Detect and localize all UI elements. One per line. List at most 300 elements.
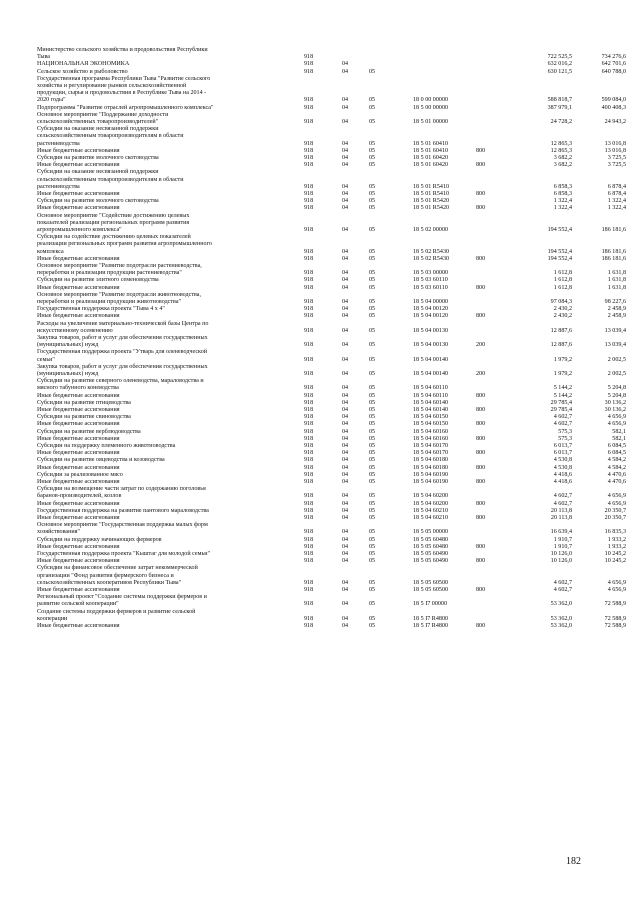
cell-ved: 918 — [304, 399, 314, 406]
cell-csr: 18 5 03 60110 — [413, 284, 448, 291]
cell-vr: 800 — [476, 392, 486, 399]
cell-s2: 4 656,9 — [607, 579, 626, 586]
cell-pr: 05 — [369, 191, 376, 197]
cell-vr: 800 — [476, 255, 486, 262]
cell-pr: 05 — [369, 313, 376, 320]
row-name-line: Иные бюджетные ассигнования — [37, 558, 120, 565]
cell-s1: 1 910,7 — [553, 543, 572, 550]
row-name-line: Субсидии на финансовое обеспечение затрат некоммерческой — [37, 565, 198, 572]
cell-ved: 918 — [304, 183, 314, 190]
cell-s2: 1 322,4 — [607, 205, 626, 212]
cell-csr: 18 5 04 60150 — [413, 414, 449, 421]
cell-pr: 05 — [369, 543, 376, 550]
row-name-line: Закупка товаров, работ и услуг для обеспечения государственных — [37, 335, 208, 341]
cell-s1: 4 530,8 — [553, 464, 572, 471]
cell-rz: 04 — [342, 104, 349, 111]
cell-ved: 918 — [304, 493, 314, 500]
cell-s2: 4 656,9 — [607, 414, 626, 421]
row-name-line: Иные бюджетные ассигнования — [37, 464, 120, 471]
cell-pr: 05 — [369, 356, 376, 363]
cell-csr: 18 5 05 60490 — [413, 558, 449, 565]
cell-s2: 10 245,2 — [604, 558, 626, 565]
row-name-line: Субсидии за реализованное мясо — [37, 471, 123, 478]
cell-csr: 18 5 04 60150 — [413, 421, 449, 428]
cell-rz: 04 — [342, 529, 349, 536]
cell-s2: 3 725,5 — [607, 162, 626, 169]
table-row — [0, 465, 640, 472]
row-name-line: Субсидии на развитие элитного семеноводства — [37, 277, 159, 284]
cell-pr: 05 — [369, 479, 376, 485]
row-name — [37, 400, 299, 407]
row-name — [37, 169, 299, 191]
cell-ved: 918 — [304, 551, 314, 557]
cell-pr: 05 — [369, 342, 376, 349]
cell-rz: 04 — [342, 270, 349, 277]
row-name-line: Государственная поддержка проекта "Утварь для оленеводческой — [37, 349, 208, 356]
row-name-line: Основное мероприятие "Поддержание доходности — [37, 111, 169, 118]
cell-rz: 04 — [342, 118, 349, 125]
cell-pr: 05 — [369, 284, 376, 291]
cell-ved: 918 — [304, 558, 314, 565]
row-name-line: Субсидии на развитие овцеводства и козоводства — [37, 457, 165, 464]
cell-s1: 4 602,7 — [553, 587, 572, 593]
cell-rz: 04 — [342, 205, 349, 212]
cell-pr: 05 — [369, 255, 376, 262]
cell-pr: 05 — [369, 551, 376, 557]
cell-rz: 04 — [342, 313, 349, 320]
row-name — [37, 126, 299, 148]
cell-ved: 918 — [304, 191, 314, 197]
row-name — [37, 537, 299, 544]
row-name — [37, 522, 299, 536]
cell-pr: 05 — [369, 205, 376, 212]
cell-s1: 12 887,6 — [550, 327, 572, 334]
cell-pr: 05 — [369, 493, 376, 500]
cell-s2: 642 701,6 — [601, 61, 626, 68]
row-name — [37, 292, 299, 306]
table-row — [0, 544, 640, 551]
cell-s1: 4 530,8 — [553, 457, 572, 464]
table-row — [0, 234, 640, 256]
cell-s2: 72 588,9 — [604, 623, 626, 629]
cell-s2: 4 584,2 — [607, 464, 626, 471]
table-row — [0, 256, 640, 263]
row-name — [37, 213, 299, 235]
cell-pr: 05 — [369, 104, 376, 111]
table-row — [0, 501, 640, 508]
cell-csr: 18 5 01 R5410 — [413, 191, 450, 197]
cell-csr: 18 5 04 60160 — [413, 428, 449, 435]
cell-s2: 13 039,4 — [604, 342, 626, 349]
cell-s1: 575,3 — [558, 428, 572, 435]
cell-s2: 13 039,4 — [604, 327, 626, 334]
row-name-line: Субсидии на оказание несвязанной поддержки — [37, 169, 159, 176]
cell-rz: 04 — [342, 392, 349, 399]
cell-vr: 800 — [476, 147, 486, 154]
cell-s1: 53 362,0 — [550, 623, 572, 629]
cell-csr: 18 5 05 60480 — [413, 543, 449, 550]
cell-s1: 630 121,5 — [547, 68, 572, 75]
cell-csr: 18 5 04 60190 — [413, 471, 449, 478]
cell-rz: 04 — [342, 191, 349, 197]
row-name-line: Иные бюджетные ассигнования — [37, 435, 120, 442]
cell-csr: 18 5 03 00000 — [413, 270, 449, 277]
cell-pr: 05 — [369, 623, 376, 629]
cell-csr: 18 5 00 00000 — [413, 104, 449, 111]
row-name — [37, 112, 299, 126]
cell-rz: 04 — [342, 536, 349, 543]
cell-s1: 29 785,4 — [550, 407, 572, 413]
cell-ved: 918 — [304, 140, 314, 147]
cell-s1: 16 639,4 — [550, 529, 572, 536]
cell-pr: 05 — [369, 183, 376, 190]
cell-vr: 800 — [476, 313, 486, 320]
cell-ved: 918 — [304, 457, 314, 464]
cell-s1: 3 682,2 — [553, 155, 572, 161]
row-name-line: реализации региональных программ развития агропромышленного — [37, 241, 212, 248]
row-name — [37, 277, 299, 284]
row-name — [37, 313, 299, 320]
cell-s2: 186 181,6 — [601, 226, 626, 233]
cell-pr: 05 — [369, 277, 376, 284]
cell-rz: 04 — [342, 68, 349, 75]
row-name-line: Иные бюджетные ассигнования — [37, 255, 120, 262]
cell-pr: 05 — [369, 457, 376, 464]
cell-rz: 04 — [342, 407, 349, 413]
cell-s1: 6 858,3 — [553, 183, 572, 190]
cell-rz: 04 — [342, 479, 349, 485]
row-name-line: кооперации — [37, 615, 68, 622]
cell-s2: 10 245,2 — [604, 551, 626, 557]
row-name — [37, 148, 299, 155]
cell-pr: 05 — [369, 515, 376, 521]
cell-rz: 04 — [342, 61, 349, 68]
cell-csr: 18 5 04 60110 — [413, 392, 448, 399]
cell-s1: 2 430,2 — [553, 313, 572, 320]
cell-pr: 05 — [369, 399, 376, 406]
cell-rz: 04 — [342, 428, 349, 435]
table-row — [0, 61, 640, 68]
row-name-line: Государственная поддержка на развитие пантового мараловодства — [37, 507, 209, 514]
table-row — [0, 486, 640, 500]
cell-pr: 05 — [369, 147, 376, 154]
cell-s1: 5 144,2 — [553, 385, 572, 392]
cell-ved: 918 — [304, 155, 314, 161]
cell-pr: 05 — [369, 601, 376, 608]
cell-csr: 18 5 01 R5420 — [413, 198, 450, 205]
cell-s2: 3 725,5 — [607, 155, 626, 161]
row-name-line: сельскохозяйственным товаропроизводителям в области — [37, 133, 184, 140]
cell-rz: 04 — [342, 507, 349, 514]
table-row — [0, 69, 640, 76]
row-name-line: Основное мероприятие "Развитие подотрасли растениеводства, — [37, 263, 202, 269]
cell-vr: 800 — [476, 205, 486, 212]
cell-s2: 734 276,6 — [601, 54, 626, 61]
cell-rz: 04 — [342, 298, 349, 305]
row-name — [37, 472, 299, 479]
row-name-line: Субсидии на развитие молочного скотоводства — [37, 155, 159, 161]
cell-s1: 4 602,7 — [553, 421, 572, 428]
row-name — [37, 335, 299, 349]
row-name-line: Иные бюджетные ассигнования — [37, 543, 120, 550]
cell-pr: 05 — [369, 435, 376, 442]
cell-rz: 04 — [342, 97, 349, 104]
table-row — [0, 263, 640, 277]
row-name-line: Закупка товаров, работ и услуг для обеспечения государственных — [37, 363, 208, 370]
row-name-line: Региональный проект "Создание системы поддержки фермеров и — [37, 594, 207, 601]
table-row — [0, 472, 640, 479]
row-name — [37, 364, 299, 378]
cell-s1: 6 013,7 — [553, 443, 572, 449]
cell-rz: 04 — [342, 183, 349, 190]
table-row — [0, 277, 640, 284]
cell-s2: 6 084,5 — [607, 443, 626, 449]
row-name-line: растениеводства — [37, 140, 80, 147]
cell-pr: 05 — [369, 414, 376, 421]
cell-csr: 18 5 01 60410 — [413, 140, 449, 147]
cell-s1: 4 418,6 — [553, 479, 572, 485]
cell-s2: 72 588,9 — [604, 615, 626, 622]
cell-s1: 1 612,8 — [553, 277, 572, 284]
cell-vr: 800 — [476, 464, 486, 471]
row-name-line: хозяйства и регулирование рынков сельскохозяйственной — [37, 83, 187, 89]
row-name-line: Иные бюджетные ассигнования — [37, 147, 120, 154]
row-name-line: Создание системы поддержки фермеров и развитие сельской — [37, 608, 196, 615]
cell-s2: 98 227,6 — [604, 298, 626, 305]
cell-s2: 2 458,9 — [607, 306, 626, 313]
cell-rz: 04 — [342, 450, 349, 457]
table-row — [0, 393, 640, 400]
table-row — [0, 623, 640, 630]
cell-ved: 918 — [304, 226, 314, 233]
row-name-line: Иные бюджетные ассигнования — [37, 205, 120, 212]
cell-s1: 194 552,4 — [547, 248, 572, 255]
cell-ved: 918 — [304, 118, 314, 125]
cell-pr: 05 — [369, 471, 376, 478]
cell-vr: 200 — [476, 342, 486, 349]
cell-pr: 05 — [369, 248, 376, 255]
row-name-line: Подпрограмма "Развитие отраслей агропромышленного комплекса" — [37, 104, 214, 111]
cell-s1: 6 858,3 — [553, 191, 572, 197]
cell-ved: 918 — [304, 450, 314, 457]
cell-pr: 05 — [369, 198, 376, 205]
table-row — [0, 436, 640, 443]
cell-ved: 918 — [304, 147, 314, 154]
row-name-line: хозяйствования" — [37, 529, 80, 536]
row-name-line: НАЦИОНАЛЬНАЯ ЭКОНОМИКА — [37, 61, 130, 68]
cell-s1: 1 979,2 — [553, 356, 572, 363]
cell-pr: 05 — [369, 270, 376, 277]
row-name-line: организации "Фонд развития фермерского бизнеса и — [37, 572, 174, 579]
cell-ved: 918 — [304, 601, 314, 608]
row-name — [37, 465, 299, 472]
cell-s1: 1 322,4 — [553, 205, 572, 212]
cell-s2: 640 788,0 — [601, 68, 626, 75]
row-name-line: (муниципальных) нужд — [37, 371, 99, 377]
cell-rz: 04 — [342, 306, 349, 313]
table-row — [0, 148, 640, 155]
row-name-line: продукции, сырья и продовольствия в Республике Тыва на 2014 - — [37, 90, 207, 97]
cell-s1: 12 865,3 — [550, 147, 572, 154]
row-name-line: Тыва — [37, 54, 51, 61]
cell-s2: 599 084,0 — [601, 97, 626, 104]
cell-csr: 18 5 04 60210 — [413, 507, 449, 514]
cell-csr: 18 5 01 60410 — [413, 147, 449, 154]
cell-ved: 918 — [304, 370, 314, 377]
cell-ved: 918 — [304, 327, 314, 334]
cell-s1: 1 322,4 — [553, 198, 572, 205]
cell-pr: 05 — [369, 450, 376, 457]
cell-s2: 6 084,5 — [607, 450, 626, 457]
row-name-line: Субсидии на развитие верблюдоводства — [37, 428, 141, 435]
cell-ved: 918 — [304, 414, 314, 421]
row-name-line: растениеводства — [37, 183, 80, 190]
cell-s1: 588 818,7 — [547, 97, 572, 104]
cell-ved: 918 — [304, 623, 314, 629]
table-row — [0, 205, 640, 212]
cell-csr: 18 5 04 00140 — [413, 356, 449, 363]
row-name-line: Основное мероприятие "Содействие достижению целевых — [37, 212, 190, 219]
cell-rz: 04 — [342, 558, 349, 565]
cell-s2: 1 631,8 — [607, 277, 626, 284]
table-row — [0, 594, 640, 608]
row-name-line: Иные бюджетные ассигнования — [37, 313, 120, 320]
cell-csr: 18 5 02 R5430 — [413, 248, 450, 255]
cell-pr: 05 — [369, 529, 376, 536]
cell-csr: 18 5 04 00000 — [413, 298, 449, 305]
cell-pr: 05 — [369, 587, 376, 593]
cell-rz: 04 — [342, 543, 349, 550]
cell-s2: 30 136,2 — [604, 399, 626, 406]
cell-ved: 918 — [304, 529, 314, 536]
cell-csr: 18 5 05 00000 — [413, 529, 449, 536]
cell-ved: 918 — [304, 507, 314, 514]
row-name-line: Субсидии на поддержку племенного животноводства — [37, 443, 176, 449]
cell-s1: 29 785,4 — [550, 399, 572, 406]
cell-ved: 918 — [304, 61, 314, 68]
cell-s2: 4 656,9 — [607, 493, 626, 500]
cell-pr: 05 — [369, 298, 376, 305]
cell-s1: 4 602,7 — [553, 500, 572, 507]
cell-pr: 05 — [369, 385, 376, 392]
row-name-line: Иные бюджетные ассигнования — [37, 479, 120, 485]
cell-s2: 30 136,2 — [604, 407, 626, 413]
cell-pr: 05 — [369, 306, 376, 313]
cell-vr: 800 — [476, 191, 486, 197]
cell-rz: 04 — [342, 421, 349, 428]
cell-vr: 800 — [476, 558, 486, 565]
cell-s1: 10 126,0 — [550, 558, 572, 565]
cell-csr: 18 5 04 60170 — [413, 450, 449, 457]
cell-s1: 1 612,8 — [553, 270, 572, 277]
cell-pr: 05 — [369, 162, 376, 169]
table-row — [0, 421, 640, 428]
row-name-line: показателей реализации региональных программ развития — [37, 219, 190, 226]
cell-csr: 18 5 01 60420 — [413, 155, 449, 161]
table-row — [0, 522, 640, 536]
cell-pr: 05 — [369, 370, 376, 377]
cell-rz: 04 — [342, 284, 349, 291]
row-name-line: переработки и реализации продукции растениеводства" — [37, 270, 182, 277]
cell-csr: 18 5 04 60170 — [413, 443, 449, 449]
cell-s2: 582,1 — [612, 428, 626, 435]
cell-ved: 918 — [304, 615, 314, 622]
cell-ved: 918 — [304, 587, 314, 593]
row-name-line: комплекса — [37, 248, 64, 255]
table-row — [0, 285, 640, 292]
row-name — [37, 421, 299, 428]
cell-s1: 97 084,3 — [550, 298, 572, 305]
page-number: 182 — [566, 856, 581, 867]
cell-csr: 18 5 04 60200 — [413, 493, 449, 500]
table-row — [0, 400, 640, 407]
cell-vr: 800 — [476, 162, 486, 169]
row-name-line: Иные бюджетные ассигнования — [37, 392, 120, 399]
cell-pr: 05 — [369, 428, 376, 435]
cell-csr: 18 5 03 60110 — [413, 277, 448, 284]
cell-ved: 918 — [304, 270, 314, 277]
cell-pr: 05 — [369, 507, 376, 514]
cell-s2: 5 204,8 — [607, 392, 626, 399]
cell-pr: 05 — [369, 464, 376, 471]
cell-pr: 05 — [369, 97, 376, 104]
cell-s1: 6 013,7 — [553, 450, 572, 457]
cell-s2: 5 204,8 — [607, 385, 626, 392]
cell-ved: 918 — [304, 515, 314, 521]
row-name-line: Основное мероприятие "Государственная поддержка малых форм — [37, 522, 208, 529]
cell-csr: 18 5 05 60500 — [413, 587, 449, 593]
row-name — [37, 501, 299, 508]
table-row — [0, 335, 640, 349]
cell-rz: 04 — [342, 601, 349, 608]
row-name — [37, 594, 299, 608]
row-name-line: сельскохозяйственных кооперативов Республики Тыва" — [37, 579, 182, 586]
cell-s2: 186 181,6 — [601, 248, 626, 255]
row-name-line: Государственная поддержка проекта "Тыва 4 х 4" — [37, 306, 165, 313]
cell-s2: 20 350,7 — [604, 507, 626, 514]
row-name — [37, 76, 299, 105]
cell-s1: 4 602,7 — [553, 579, 572, 586]
cell-ved: 918 — [304, 277, 314, 284]
cell-pr: 05 — [369, 226, 376, 233]
row-name-line: развитие сельской кооперации" — [37, 601, 119, 608]
cell-ved: 918 — [304, 543, 314, 550]
row-name-line: Министерство сельского хозяйства и продовольствия Республики — [37, 47, 208, 53]
row-name-line: Субсидии на оказание несвязанной поддержки — [37, 126, 159, 133]
cell-s2: 1 933,2 — [607, 536, 626, 543]
cell-pr: 05 — [369, 579, 376, 586]
cell-pr: 05 — [369, 118, 376, 125]
cell-ved: 918 — [304, 471, 314, 478]
cell-vr: 800 — [476, 500, 486, 507]
cell-vr: 800 — [476, 450, 486, 457]
table-row — [0, 609, 640, 623]
cell-csr: 18 5 I7 00000 — [413, 601, 448, 608]
cell-rz: 04 — [342, 198, 349, 205]
cell-s1: 1 910,7 — [553, 536, 572, 543]
cell-s1: 2 430,2 — [553, 306, 572, 313]
cell-rz: 04 — [342, 277, 349, 284]
cell-s1: 20 113,8 — [550, 507, 572, 514]
row-name — [37, 263, 299, 277]
table-row — [0, 313, 640, 320]
row-name-line: Сельское хозяйство и рыболовство — [37, 68, 128, 75]
cell-rz: 04 — [342, 226, 349, 233]
cell-ved: 918 — [304, 162, 314, 169]
cell-rz: 04 — [342, 471, 349, 478]
table-row — [0, 112, 640, 126]
table-row — [0, 47, 640, 61]
